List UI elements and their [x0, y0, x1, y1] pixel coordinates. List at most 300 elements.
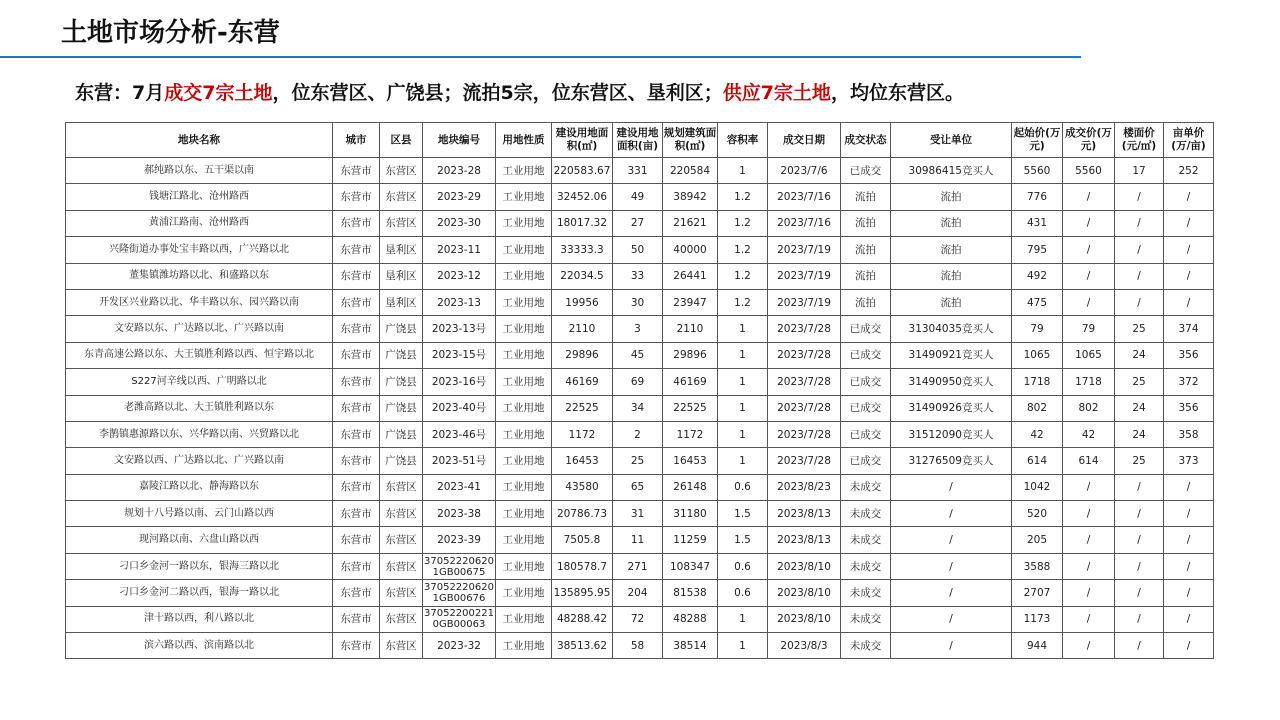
cell-plot-ratio: 1.2	[718, 210, 768, 236]
cell-city: 东营市	[333, 342, 380, 368]
cell-plot-id: 2023-38	[423, 501, 496, 527]
cell-deal-date: 2023/7/19	[768, 237, 841, 263]
cell-deal-status: 已成交	[841, 316, 891, 342]
cell-area-mu: 50	[613, 237, 663, 263]
cell-area-mu: 58	[613, 633, 663, 659]
cell-area-sqm: 18017.32	[552, 210, 613, 236]
cell-floor-price: 25	[1115, 316, 1164, 342]
table-row	[66, 237, 1214, 263]
table-row	[66, 553, 1214, 579]
cell-deal-date: 2023/7/28	[768, 342, 841, 368]
table-row	[66, 316, 1214, 342]
cell-area-sqm: 48288.42	[552, 606, 613, 632]
cell-plot-id: 370522206201GB00676	[423, 580, 496, 606]
cell-plot-id: 2023-46号	[423, 421, 496, 447]
cell-plot-name: 董集镇潍坊路以北、和盛路以东	[66, 263, 333, 289]
cell-starting-price: 431	[1012, 210, 1063, 236]
cell-area-sqm: 38513.62	[552, 633, 613, 659]
column-header-deal-price: 成交价(万元)	[1063, 123, 1115, 158]
cell-buyer: 31490926竞买人	[891, 395, 1012, 421]
table-body	[66, 158, 1214, 659]
cell-deal-price: 5560	[1063, 158, 1115, 184]
cell-city: 东营市	[333, 448, 380, 474]
cell-price-per-mu: /	[1164, 184, 1214, 210]
cell-deal-status: 已成交	[841, 421, 891, 447]
cell-city: 东营市	[333, 580, 380, 606]
cell-district: 东营区	[380, 606, 423, 632]
cell-area-sqm: 135895.95	[552, 580, 613, 606]
cell-planned-floor-area: 220584	[663, 158, 718, 184]
table-row	[66, 580, 1214, 606]
summary-segment: 东营：7月	[75, 82, 165, 104]
cell-deal-price: 614	[1063, 448, 1115, 474]
cell-land-use: 工业用地	[496, 369, 552, 395]
table-row	[66, 184, 1214, 210]
cell-plot-name: 黄浦江路南、沧州路西	[66, 210, 333, 236]
cell-deal-status: 流拍	[841, 289, 891, 315]
cell-plot-name: 刁口乡金河二路以西，银海一路以北	[66, 580, 333, 606]
cell-plot-id: 2023-11	[423, 237, 496, 263]
cell-land-use: 工业用地	[496, 395, 552, 421]
cell-deal-date: 2023/7/28	[768, 395, 841, 421]
cell-deal-date: 2023/7/16	[768, 210, 841, 236]
table-row	[66, 606, 1214, 632]
cell-plot-name: 兴隆街道办事处宝丰路以西，广兴路以北	[66, 237, 333, 263]
cell-plot-id: 2023-29	[423, 184, 496, 210]
cell-district: 东营区	[380, 184, 423, 210]
cell-deal-status: 已成交	[841, 448, 891, 474]
cell-deal-date: 2023/8/10	[768, 553, 841, 579]
page-title: 土地市场分析-东营	[61, 18, 280, 48]
cell-area-mu: 33	[613, 263, 663, 289]
cell-starting-price: 205	[1012, 527, 1063, 553]
cell-deal-status: 未成交	[841, 606, 891, 632]
cell-area-mu: 2	[613, 421, 663, 447]
cell-planned-floor-area: 16453	[663, 448, 718, 474]
cell-plot-ratio: 0.6	[718, 580, 768, 606]
cell-district: 广饶县	[380, 395, 423, 421]
cell-city: 东营市	[333, 210, 380, 236]
cell-land-use: 工业用地	[496, 421, 552, 447]
cell-land-use: 工业用地	[496, 316, 552, 342]
cell-floor-price: 24	[1115, 421, 1164, 447]
cell-deal-date: 2023/8/3	[768, 633, 841, 659]
cell-price-per-mu: /	[1164, 633, 1214, 659]
cell-buyer: /	[891, 501, 1012, 527]
cell-plot-name: 津十路以西，利八路以北	[66, 606, 333, 632]
cell-plot-id: 2023-51号	[423, 448, 496, 474]
cell-planned-floor-area: 22525	[663, 395, 718, 421]
cell-price-per-mu: 358	[1164, 421, 1214, 447]
column-header-floor-price: 楼面价(元/㎡)	[1115, 123, 1164, 158]
cell-plot-id: 2023-30	[423, 210, 496, 236]
table-row	[66, 474, 1214, 500]
cell-land-use: 工业用地	[496, 289, 552, 315]
cell-plot-id: 2023-39	[423, 527, 496, 553]
column-header-area-sqm: 建设用地面积(㎡)	[552, 123, 613, 158]
cell-deal-status: 流拍	[841, 210, 891, 236]
cell-plot-name: 现河路以南、六盘山路以西	[66, 527, 333, 553]
cell-starting-price: 1065	[1012, 342, 1063, 368]
cell-district: 广饶县	[380, 316, 423, 342]
cell-price-per-mu: 252	[1164, 158, 1214, 184]
cell-deal-date: 2023/8/10	[768, 580, 841, 606]
cell-plot-ratio: 1	[718, 395, 768, 421]
cell-price-per-mu: 373	[1164, 448, 1214, 474]
cell-buyer: 31490921竞买人	[891, 342, 1012, 368]
cell-plot-ratio: 1.2	[718, 237, 768, 263]
cell-plot-id: 2023-40号	[423, 395, 496, 421]
cell-floor-price: 24	[1115, 395, 1164, 421]
cell-starting-price: 2707	[1012, 580, 1063, 606]
cell-city: 东营市	[333, 395, 380, 421]
cell-deal-date: 2023/7/28	[768, 421, 841, 447]
cell-city: 东营市	[333, 237, 380, 263]
table-row	[66, 289, 1214, 315]
table-header	[66, 123, 1214, 158]
cell-price-per-mu: /	[1164, 474, 1214, 500]
cell-price-per-mu: 374	[1164, 316, 1214, 342]
cell-district: 东营区	[380, 474, 423, 500]
cell-buyer: /	[891, 606, 1012, 632]
cell-plot-id: 2023-41	[423, 474, 496, 500]
cell-area-mu: 72	[613, 606, 663, 632]
cell-plot-ratio: 0.6	[718, 553, 768, 579]
cell-district: 东营区	[380, 527, 423, 553]
cell-plot-id: 2023-13	[423, 289, 496, 315]
cell-area-mu: 49	[613, 184, 663, 210]
cell-deal-date: 2023/7/28	[768, 316, 841, 342]
cell-land-use: 工业用地	[496, 158, 552, 184]
cell-plot-name: 郝纯路以东、五干渠以南	[66, 158, 333, 184]
column-header-deal-status: 成交状态	[841, 123, 891, 158]
cell-area-sqm: 22525	[552, 395, 613, 421]
cell-plot-ratio: 1	[718, 606, 768, 632]
cell-starting-price: 944	[1012, 633, 1063, 659]
cell-deal-date: 2023/7/19	[768, 289, 841, 315]
cell-area-sqm: 43580	[552, 474, 613, 500]
column-header-buyer: 受让单位	[891, 123, 1012, 158]
cell-district: 垦利区	[380, 263, 423, 289]
cell-starting-price: 795	[1012, 237, 1063, 263]
cell-plot-ratio: 1	[718, 369, 768, 395]
cell-planned-floor-area: 38514	[663, 633, 718, 659]
cell-deal-status: 已成交	[841, 395, 891, 421]
cell-area-mu: 65	[613, 474, 663, 500]
cell-plot-id: 2023-28	[423, 158, 496, 184]
cell-area-sqm: 19956	[552, 289, 613, 315]
cell-floor-price: 24	[1115, 342, 1164, 368]
cell-city: 东营市	[333, 527, 380, 553]
cell-deal-status: 已成交	[841, 369, 891, 395]
cell-district: 垦利区	[380, 237, 423, 263]
cell-area-sqm: 33333.3	[552, 237, 613, 263]
cell-district: 东营区	[380, 580, 423, 606]
table-row	[66, 369, 1214, 395]
cell-starting-price: 3588	[1012, 553, 1063, 579]
cell-deal-status: 未成交	[841, 527, 891, 553]
table-row	[66, 395, 1214, 421]
table-row	[66, 501, 1214, 527]
cell-area-sqm: 180578.7	[552, 553, 613, 579]
cell-deal-price: /	[1063, 184, 1115, 210]
cell-price-per-mu: /	[1164, 289, 1214, 315]
cell-plot-id: 2023-15号	[423, 342, 496, 368]
cell-area-mu: 27	[613, 210, 663, 236]
cell-buyer: 31512090竞买人	[891, 421, 1012, 447]
cell-starting-price: 492	[1012, 263, 1063, 289]
cell-buyer: 流拍	[891, 210, 1012, 236]
cell-deal-status: 已成交	[841, 158, 891, 184]
cell-buyer: 31276509竞买人	[891, 448, 1012, 474]
cell-district: 东营区	[380, 210, 423, 236]
cell-area-mu: 34	[613, 395, 663, 421]
cell-deal-date: 2023/8/13	[768, 527, 841, 553]
cell-buyer: 流拍	[891, 237, 1012, 263]
cell-plot-id: 370522002210GB00063	[423, 606, 496, 632]
cell-starting-price: 520	[1012, 501, 1063, 527]
cell-price-per-mu: 372	[1164, 369, 1214, 395]
cell-area-mu: 3	[613, 316, 663, 342]
cell-city: 东营市	[333, 263, 380, 289]
cell-land-use: 工业用地	[496, 263, 552, 289]
column-header-starting-price: 起始价(万元)	[1012, 123, 1063, 158]
cell-floor-price: 17	[1115, 158, 1164, 184]
column-header-land-use: 用地性质	[496, 123, 552, 158]
cell-area-mu: 271	[613, 553, 663, 579]
cell-plot-name: 规划十八号路以南、云门山路以西	[66, 501, 333, 527]
cell-floor-price: /	[1115, 501, 1164, 527]
cell-planned-floor-area: 26148	[663, 474, 718, 500]
cell-plot-ratio: 1.5	[718, 501, 768, 527]
summary-segment: ，位东营区、广饶县；流拍5宗，位东营区、垦利区；	[272, 82, 723, 104]
cell-deal-status: 未成交	[841, 501, 891, 527]
summary-segment: ，均位东营区。	[830, 82, 964, 104]
cell-area-mu: 69	[613, 369, 663, 395]
cell-deal-price: /	[1063, 263, 1115, 289]
cell-deal-status: 未成交	[841, 474, 891, 500]
cell-floor-price: /	[1115, 237, 1164, 263]
cell-area-mu: 204	[613, 580, 663, 606]
column-header-plot-name: 地块名称	[66, 123, 333, 158]
cell-starting-price: 475	[1012, 289, 1063, 315]
cell-planned-floor-area: 23947	[663, 289, 718, 315]
cell-city: 东营市	[333, 316, 380, 342]
cell-floor-price: /	[1115, 289, 1164, 315]
cell-floor-price: /	[1115, 263, 1164, 289]
cell-land-use: 工业用地	[496, 633, 552, 659]
cell-floor-price: /	[1115, 633, 1164, 659]
cell-price-per-mu: /	[1164, 606, 1214, 632]
cell-deal-status: 未成交	[841, 580, 891, 606]
cell-planned-floor-area: 48288	[663, 606, 718, 632]
cell-district: 东营区	[380, 158, 423, 184]
cell-area-mu: 30	[613, 289, 663, 315]
cell-planned-floor-area: 31180	[663, 501, 718, 527]
summary-highlight-deals: 成交7宗土地	[164, 82, 273, 104]
cell-deal-price: 79	[1063, 316, 1115, 342]
cell-plot-ratio: 1	[718, 316, 768, 342]
cell-deal-price: /	[1063, 289, 1115, 315]
cell-city: 东营市	[333, 369, 380, 395]
cell-planned-floor-area: 108347	[663, 553, 718, 579]
summary-highlight-supply: 供应7宗土地	[722, 82, 831, 104]
cell-planned-floor-area: 26441	[663, 263, 718, 289]
cell-plot-name: 滨六路以西、滨南路以北	[66, 633, 333, 659]
cell-plot-name: S227河辛线以西、广明路以北	[66, 369, 333, 395]
table-row	[66, 210, 1214, 236]
cell-deal-date: 2023/8/13	[768, 501, 841, 527]
cell-deal-price: /	[1063, 580, 1115, 606]
cell-city: 东营市	[333, 553, 380, 579]
cell-district: 广饶县	[380, 369, 423, 395]
cell-deal-date: 2023/7/28	[768, 369, 841, 395]
table-row	[66, 421, 1214, 447]
cell-city: 东营市	[333, 606, 380, 632]
cell-deal-price: /	[1063, 501, 1115, 527]
cell-plot-name: 嘉陵江路以北、静海路以东	[66, 474, 333, 500]
cell-deal-price: 802	[1063, 395, 1115, 421]
cell-starting-price: 79	[1012, 316, 1063, 342]
cell-floor-price: 25	[1115, 369, 1164, 395]
cell-plot-id: 2023-12	[423, 263, 496, 289]
cell-plot-ratio: 1.2	[718, 289, 768, 315]
cell-deal-status: 流拍	[841, 184, 891, 210]
cell-plot-name: 文安路以东、广达路以北、广兴路以南	[66, 316, 333, 342]
cell-deal-price: /	[1063, 527, 1115, 553]
cell-area-mu: 45	[613, 342, 663, 368]
cell-deal-price: /	[1063, 210, 1115, 236]
cell-planned-floor-area: 2110	[663, 316, 718, 342]
cell-starting-price: 776	[1012, 184, 1063, 210]
cell-price-per-mu: /	[1164, 527, 1214, 553]
cell-plot-name: 钱塘江路北、沧州路西	[66, 184, 333, 210]
cell-plot-ratio: 1.2	[718, 184, 768, 210]
cell-starting-price: 5560	[1012, 158, 1063, 184]
cell-buyer: 流拍	[891, 184, 1012, 210]
cell-deal-date: 2023/7/6	[768, 158, 841, 184]
cell-planned-floor-area: 40000	[663, 237, 718, 263]
cell-plot-id: 2023-13号	[423, 316, 496, 342]
cell-price-per-mu: /	[1164, 501, 1214, 527]
cell-land-use: 工业用地	[496, 237, 552, 263]
cell-deal-status: 未成交	[841, 633, 891, 659]
cell-area-sqm: 220583.67	[552, 158, 613, 184]
cell-price-per-mu: /	[1164, 210, 1214, 236]
cell-planned-floor-area: 46169	[663, 369, 718, 395]
cell-planned-floor-area: 1172	[663, 421, 718, 447]
cell-floor-price: /	[1115, 553, 1164, 579]
table-row	[66, 633, 1214, 659]
cell-deal-price: /	[1063, 606, 1115, 632]
cell-price-per-mu: /	[1164, 263, 1214, 289]
cell-planned-floor-area: 81538	[663, 580, 718, 606]
cell-buyer: /	[891, 580, 1012, 606]
cell-plot-ratio: 1.2	[718, 263, 768, 289]
cell-deal-status: 流拍	[841, 263, 891, 289]
cell-plot-name: 东青高速公路以东、大王镇胜利路以西、恒宇路以北	[66, 342, 333, 368]
cell-starting-price: 802	[1012, 395, 1063, 421]
cell-land-use: 工业用地	[496, 580, 552, 606]
cell-price-per-mu: 356	[1164, 395, 1214, 421]
cell-plot-ratio: 1	[718, 342, 768, 368]
cell-buyer: /	[891, 527, 1012, 553]
column-header-plot-id: 地块编号	[423, 123, 496, 158]
cell-floor-price: /	[1115, 527, 1164, 553]
cell-buyer: 31490950竞买人	[891, 369, 1012, 395]
cell-starting-price: 1173	[1012, 606, 1063, 632]
cell-deal-date: 2023/7/16	[768, 184, 841, 210]
cell-land-use: 工业用地	[496, 527, 552, 553]
table-row	[66, 527, 1214, 553]
cell-deal-price: 1718	[1063, 369, 1115, 395]
column-header-area-mu: 建设用地面积(亩)	[613, 123, 663, 158]
cell-planned-floor-area: 29896	[663, 342, 718, 368]
cell-district: 垦利区	[380, 289, 423, 315]
cell-deal-price: /	[1063, 553, 1115, 579]
table-row	[66, 448, 1214, 474]
cell-district: 东营区	[380, 501, 423, 527]
cell-plot-ratio: 1.5	[718, 527, 768, 553]
cell-price-per-mu: /	[1164, 237, 1214, 263]
cell-deal-price: /	[1063, 633, 1115, 659]
table-row	[66, 263, 1214, 289]
cell-deal-date: 2023/7/19	[768, 263, 841, 289]
cell-land-use: 工业用地	[496, 501, 552, 527]
cell-floor-price: /	[1115, 474, 1164, 500]
table-row	[66, 342, 1214, 368]
cell-deal-date: 2023/8/10	[768, 606, 841, 632]
cell-price-per-mu: /	[1164, 553, 1214, 579]
cell-district: 广饶县	[380, 448, 423, 474]
cell-plot-name: 刁口乡金河一路以东，银海三路以北	[66, 553, 333, 579]
cell-area-sqm: 1172	[552, 421, 613, 447]
cell-deal-price: 1065	[1063, 342, 1115, 368]
cell-district: 广饶县	[380, 421, 423, 447]
table-row	[66, 158, 1214, 184]
cell-city: 东营市	[333, 501, 380, 527]
cell-starting-price: 1718	[1012, 369, 1063, 395]
cell-area-mu: 25	[613, 448, 663, 474]
cell-city: 东营市	[333, 633, 380, 659]
header-row	[66, 123, 1214, 158]
cell-plot-id: 2023-16号	[423, 369, 496, 395]
cell-floor-price: /	[1115, 210, 1164, 236]
cell-buyer: 31304035竞买人	[891, 316, 1012, 342]
cell-plot-name: 文安路以西、广达路以北、广兴路以南	[66, 448, 333, 474]
cell-deal-price: /	[1063, 474, 1115, 500]
cell-planned-floor-area: 11259	[663, 527, 718, 553]
cell-city: 东营市	[333, 474, 380, 500]
cell-district: 东营区	[380, 553, 423, 579]
cell-area-sqm: 22034.5	[552, 263, 613, 289]
cell-plot-name: 老潍高路以北、大王镇胜利路以东	[66, 395, 333, 421]
column-header-city: 城市	[333, 123, 380, 158]
cell-plot-ratio: 0.6	[718, 474, 768, 500]
cell-plot-name: 李鹊镇惠源路以东、兴华路以南、兴贸路以北	[66, 421, 333, 447]
cell-area-sqm: 46169	[552, 369, 613, 395]
cell-price-per-mu: /	[1164, 580, 1214, 606]
cell-floor-price: 25	[1115, 448, 1164, 474]
cell-area-sqm: 7505.8	[552, 527, 613, 553]
cell-land-use: 工业用地	[496, 342, 552, 368]
title-divider	[0, 56, 1081, 58]
cell-starting-price: 614	[1012, 448, 1063, 474]
cell-plot-ratio: 1	[718, 633, 768, 659]
cell-buyer: /	[891, 633, 1012, 659]
cell-land-use: 工业用地	[496, 553, 552, 579]
column-header-planned-floor-area: 规划建筑面积(㎡)	[663, 123, 718, 158]
